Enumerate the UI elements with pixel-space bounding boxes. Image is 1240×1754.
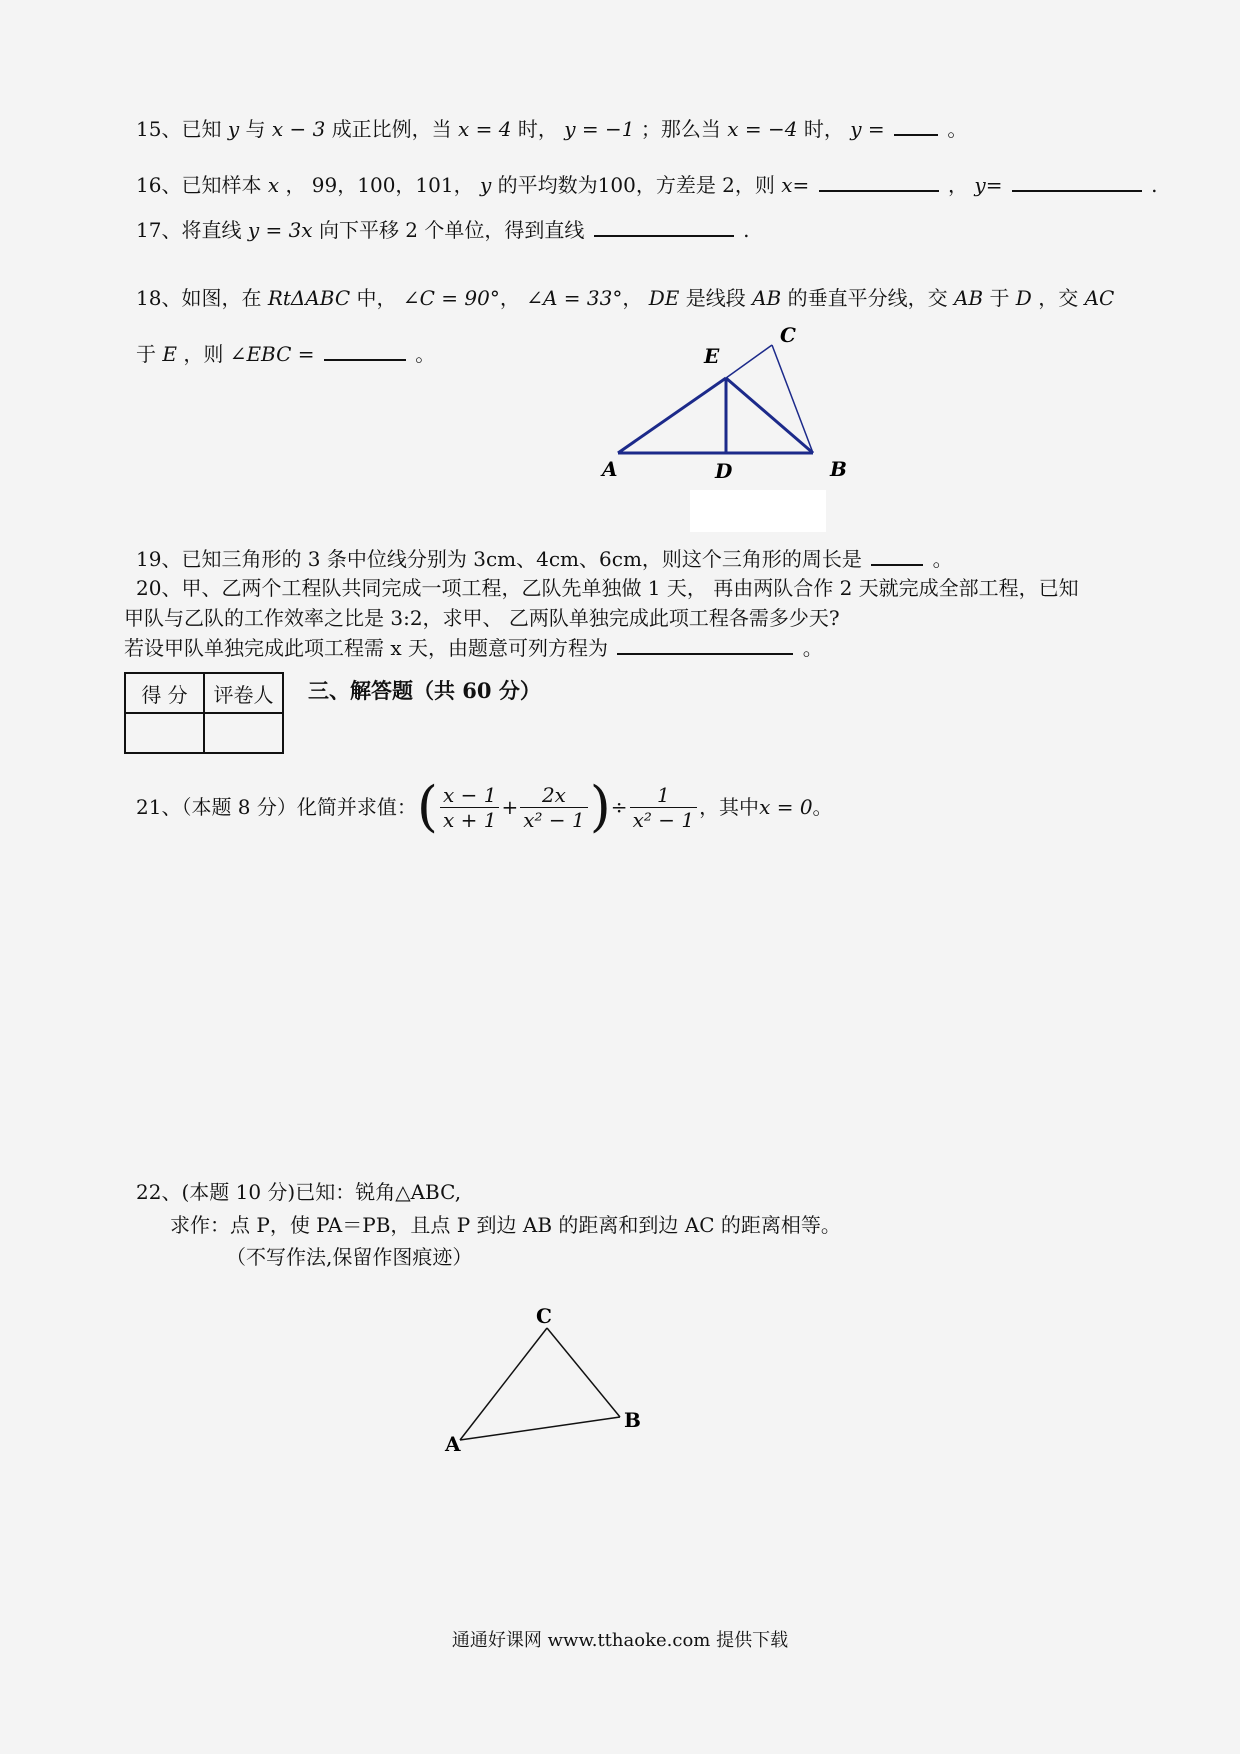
q18-math-d: D [1015,286,1032,310]
q18-math-ab: AB [752,286,782,310]
q21-plus: + [501,795,519,819]
q15-text: 时， [517,117,558,141]
q18-math-rt-abc: RtΔABC [267,286,351,310]
q17-answer-blank[interactable] [594,234,734,237]
q21-end: 。 [812,795,833,819]
q16-math-x: x [267,173,280,197]
q18-label-b: B [830,457,847,481]
q18-end: 。 [415,342,436,366]
question-17 [136,218,749,242]
q15-math-x-eq-4: x = 4 [458,117,512,141]
q21-left-paren: ( [416,775,438,838]
q21-fraction-3 [630,783,698,832]
question-19 [136,547,953,571]
q21-fraction-2-numerator: 2x [520,783,588,808]
q18-segment-eb [726,378,813,453]
q18-sep: ， [622,286,643,310]
q16-text: 的平均数为100，方差是 2，则 [497,173,775,197]
q18-text: ，则 [183,342,224,366]
q15-math-y: y [227,117,240,141]
q17-text: 向下平移 2 个单位，得到直线 [318,218,585,242]
q21-fraction-1-numerator: x − 1 [440,783,499,808]
q17-math-y-eq-3x: y = 3x [247,218,313,242]
q18-math-de: DE [648,286,680,310]
q17-text: 17、将直线 [136,218,242,242]
q18-text: 18、如图，在 [136,286,262,310]
q18-math-ac: AC [1084,286,1115,310]
q21-right-paren: ) [589,775,611,838]
q15-text: 与 [245,117,266,141]
q16-y-answer-blank[interactable] [1012,189,1142,192]
question-20-line-2: 甲队与乙队的工作效率之比是 3:2，求甲、 乙两队单独完成此项工程各需多少天? [124,606,840,630]
q16-text: 16、已知样本 [136,173,262,197]
grader-header: 评卷人 [204,673,283,713]
q22-label-b: B [624,1408,641,1432]
q22-triangle-figure [440,1300,650,1460]
q15-answer-blank[interactable] [894,133,938,136]
q22-label-a: A [445,1432,461,1456]
question-22-line-3: （不写作法,保留作图痕迹） [226,1245,473,1269]
q21-divide: ÷ [610,795,628,819]
question-20-line-1: 20、甲、乙两个工程队共同完成一项工程，乙队先单独做 1 天， 再由两队合作 2 天就完成全部工程，已知 [136,576,1079,600]
q21-fraction-3-denominator: x² − 1 [632,807,695,832]
q20-answer-blank[interactable] [617,652,793,655]
q17-end: . [743,218,750,242]
q18-label-e: E [704,344,720,368]
q16-end: . [1151,173,1158,197]
q15-text: 15、已知 [136,117,222,141]
q18-triangle-figure [590,318,860,538]
question-20-line-3 [124,636,823,660]
q18-label-d: D [715,459,733,483]
q21-fraction-2-denominator: x² − 1 [523,807,585,832]
question-22-line-1: 22、(本题 10 分)已知：锐角△ABC, [136,1180,462,1204]
q18-text: ，交 [1038,286,1079,310]
q22-segment-ac [460,1328,547,1440]
q16-text: ， 99，100，101， [285,173,474,197]
q15-math-x-eq-m4: x = −4 [727,117,798,141]
q18-text: 是线段 [685,286,746,310]
q18-text: 的垂直平分线，交 [787,286,948,310]
q18-segment-ae [618,378,726,453]
q19-end: 。 [932,547,953,571]
q16-comma: ， [948,173,969,197]
score-cell[interactable] [125,713,204,753]
score-header: 得 分 [125,673,204,713]
q21-math-x-eq-0: x = 0 [759,795,813,819]
q22-segment-ab [460,1417,620,1440]
q15-text: 成正比例，当 [331,117,452,141]
question-15 [136,117,967,141]
q15-math-y-eq: y = [850,117,885,141]
q15-math-y-eq-m1: y = −1 [564,117,635,141]
q20-text: 若设甲队单独完成此项工程需 x 天，由题意可列方程为 [124,636,608,660]
q18-math-e: E [162,342,177,366]
section-3-heading: 三、解答题（共 60 分） [308,678,541,703]
q22-segment-cb [547,1328,620,1417]
q21-fraction-1 [440,783,499,832]
q15-math-x-minus-3: x − 3 [271,117,326,141]
footer-source: 通通好课网 www.tthaoke.com 提供下载 [451,1630,789,1651]
q18-label-c: C [780,323,796,347]
question-22-line-2: 求作：点 P，使 PA＝PB，且点 P 到边 AB 的距离和到边 AC 的距离相等。 [170,1213,841,1237]
q15-end: 。 [947,117,968,141]
q18-text: 于 [989,286,1010,310]
q18-math-angle-c: ∠C = 90° [402,286,500,310]
q18-answer-blank[interactable] [324,358,406,361]
q18-segment-ec [726,345,772,378]
q15-text: ；那么当 [640,117,721,141]
q18-sep: ， [499,286,520,310]
q16-y-eq: y= [974,173,1003,197]
q18-text: 于 [136,342,156,366]
q21-fraction-2 [520,783,588,832]
q18-math-angle-a: ∠A = 33° [526,286,623,310]
q16-x-eq: x= [781,173,810,197]
q18-math-angle-ebc: ∠EBC = [229,342,315,366]
q21-fraction-3-numerator: 1 [630,783,698,808]
q18-text: 中， [356,286,397,310]
q16-math-y: y [479,173,492,197]
q20-end: 。 [802,636,823,660]
q21-text: 21、（本题 8 分）化简并求值： [136,795,417,819]
q18-white-box [690,490,826,532]
q21-text: ，其中 [699,795,760,819]
question-18-line-2 [136,342,435,366]
question-18-line-1 [136,286,1114,310]
q19-answer-blank[interactable] [871,563,923,566]
score-table [124,672,284,754]
q18-label-a: A [602,457,618,481]
grader-cell[interactable] [204,713,283,753]
question-16 [136,173,1158,197]
q19-text: 19、已知三角形的 3 条中位线分别为 3cm、4cm、6cm，则这个三角形的周长是 [136,547,862,571]
q21-fraction-1-denominator: x + 1 [442,807,497,832]
question-21 [136,775,833,838]
q16-x-answer-blank[interactable] [819,189,939,192]
q18-math-ab: AB [953,286,984,310]
q15-text: 时， [803,117,844,141]
q22-label-c: C [536,1304,552,1328]
